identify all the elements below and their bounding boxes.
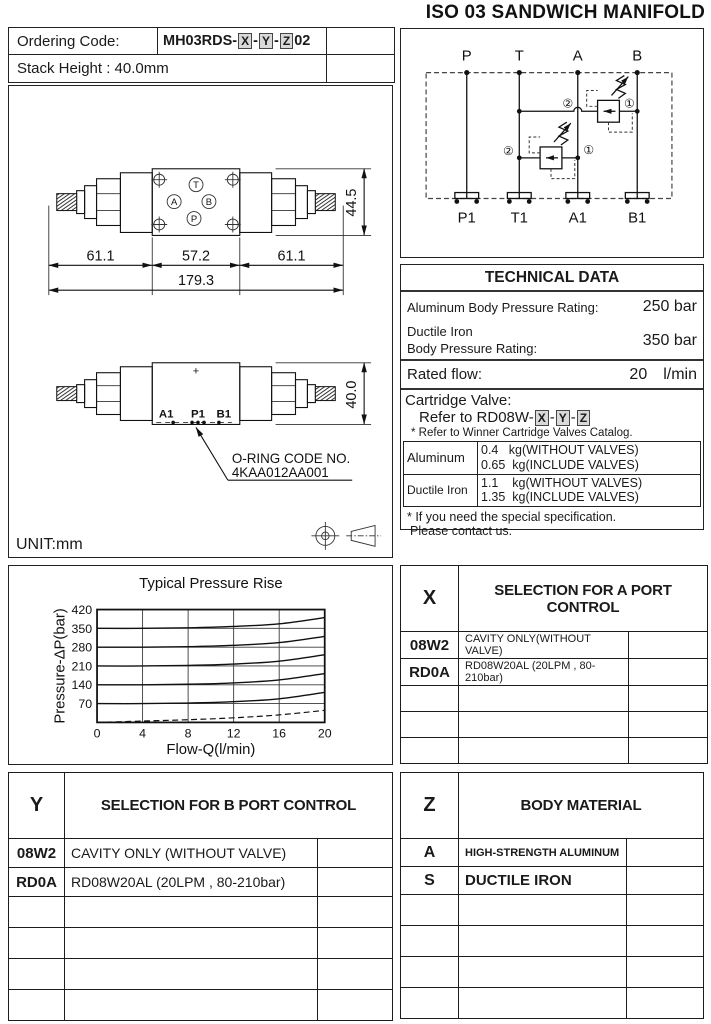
code-dash: -	[274, 33, 279, 49]
technical-data-box	[400, 264, 704, 539]
chart-series	[97, 710, 325, 722]
valve-b-mark-one: ①	[623, 96, 635, 111]
option-description	[459, 926, 627, 957]
port-p1-label: P1	[457, 210, 476, 227]
empty-cell	[318, 868, 393, 897]
dim-57: 57.2	[181, 248, 211, 265]
chart-ylabel: Pressure-ΔP(bar)	[52, 608, 69, 724]
empty-cell	[318, 990, 393, 1021]
option-code: S	[401, 867, 459, 895]
option-code	[401, 926, 459, 957]
weight-values: 0.4 kg(WITHOUT VALVES) 0.65 kg(INCLUDE VALVES)	[478, 442, 701, 475]
rated-flow-value: 20 l/min	[629, 365, 697, 383]
oring-note-line1: O-RING CODE NO.	[231, 451, 351, 467]
aluminum-weight-row	[404, 442, 701, 475]
y-tick-label: 350	[71, 621, 93, 636]
option-description	[459, 895, 627, 926]
chart-series	[97, 618, 325, 629]
empty-row	[9, 897, 393, 928]
front-view-drawing	[49, 169, 371, 295]
ordering-code-label: Ordering Code:	[17, 32, 120, 50]
option-code	[9, 928, 65, 959]
chart-series	[97, 692, 325, 703]
y-tick-label: 140	[71, 678, 93, 693]
port-t-label: T	[514, 48, 524, 65]
rated-flow-row	[401, 361, 703, 390]
dim-61-right: 61.1	[277, 248, 306, 265]
ordering-code-row	[9, 28, 394, 55]
port-b-label: B	[632, 48, 643, 65]
port-a1-label: A1	[568, 210, 587, 227]
empty-cell	[318, 897, 393, 928]
empty-row	[401, 712, 708, 738]
option-description	[459, 738, 629, 764]
table-row	[9, 839, 393, 868]
x-tick-label: 4	[139, 726, 147, 741]
option-description: HIGH-STRENGTH ALUMINUM	[459, 839, 627, 867]
unit-label: UNIT:mm	[16, 536, 83, 553]
port-a-label: A	[170, 197, 178, 209]
port-b1-label: B1	[628, 210, 647, 227]
option-description	[65, 897, 318, 928]
dim-61-left: 61.1	[86, 248, 115, 265]
empty-cell	[627, 839, 704, 867]
option-code: 08W2	[401, 632, 459, 659]
header-row	[401, 773, 704, 839]
empty-cell	[629, 659, 708, 686]
schematic-bottom-ports	[458, 210, 647, 226]
chart-title: Typical Pressure Rise	[139, 575, 283, 592]
port-t1-label: T1	[510, 210, 528, 227]
ductile-weight-row	[404, 474, 701, 507]
code-prefix: MH03RDS-	[163, 33, 238, 49]
empty-cell	[629, 686, 708, 712]
special-spec-note: * If you need the special specification. Please contact us.	[407, 510, 617, 539]
hydraulic-schematic	[401, 29, 701, 255]
option-description	[65, 990, 318, 1021]
option-description: CAVITY ONLY (WITHOUT VALVE)	[65, 839, 318, 868]
option-code	[9, 897, 65, 928]
page-title: ISO 03 SANDWICH MANIFOLD	[425, 2, 705, 23]
option-code: RD0A	[401, 659, 459, 686]
empty-cell	[326, 28, 394, 54]
option-description	[459, 988, 627, 1019]
stack-height-row	[9, 55, 394, 82]
port-p-label: P	[190, 214, 198, 226]
side-b1-label: B1	[216, 408, 232, 421]
pressure-rise-chart-box	[8, 565, 393, 765]
selection-b-port-table	[8, 772, 393, 1021]
option-description: CAVITY ONLY(WITHOUT VALVE)	[459, 632, 629, 659]
ductile-pressure-label: Ductile Iron Body Pressure Rating:	[407, 324, 538, 356]
empty-cell	[326, 55, 394, 82]
technical-data-title: TECHNICAL DATA	[401, 265, 703, 292]
cartridge-refer: Refer to RD08W- X - Y - Z	[405, 409, 699, 426]
code-letter: Z	[401, 773, 459, 839]
weight-values: 1.1 kg(WITHOUT VALVES) 1.35 kg(INCLUDE VALVES)	[478, 474, 701, 507]
empty-row	[401, 895, 704, 926]
empty-row	[9, 959, 393, 990]
option-description	[65, 928, 318, 959]
material-label: Aluminum	[404, 442, 478, 475]
chart-series	[97, 674, 325, 685]
table-title: SELECTION FOR B PORT CONTROL	[65, 773, 393, 839]
y-tick-label: 70	[78, 697, 93, 712]
x-tick-label: 16	[272, 726, 287, 741]
option-code	[9, 990, 65, 1021]
chart-series	[97, 655, 325, 666]
code-x-box: X	[238, 33, 252, 49]
x-tick-label: 12	[226, 726, 241, 741]
pressure-rise-chart	[9, 566, 390, 762]
empty-cell	[629, 738, 708, 764]
empty-cell	[318, 839, 393, 868]
aluminum-pressure-label: Aluminum Body Pressure Rating:	[407, 299, 599, 315]
header-row	[401, 566, 708, 632]
empty-cell	[629, 712, 708, 738]
x-tick-label: 8	[184, 726, 192, 741]
valve-a-mark-one: ①	[583, 142, 594, 157]
y-tick-label: 280	[71, 640, 93, 655]
table-row	[401, 839, 704, 867]
option-description	[459, 712, 629, 738]
option-code: 08W2	[9, 839, 65, 868]
rated-flow-label: Rated flow:	[407, 366, 483, 383]
header-row	[9, 773, 393, 839]
option-code	[401, 988, 459, 1019]
ordering-code-block	[8, 27, 395, 83]
cartridge-z-box: Z	[577, 410, 590, 426]
port-a-label: A	[572, 48, 583, 65]
selection-a-port-table	[400, 565, 708, 764]
option-description	[459, 686, 629, 712]
option-code	[401, 712, 459, 738]
option-code: RD0A	[9, 868, 65, 897]
option-code	[9, 959, 65, 990]
option-code	[401, 738, 459, 764]
y-tick-label: 420	[71, 603, 93, 618]
cartridge-title: Cartridge Valve:	[405, 392, 512, 409]
x-tick-label: 0	[93, 726, 101, 741]
empty-row	[401, 738, 708, 764]
code-suffix: 02	[294, 33, 311, 49]
code-z-box: Z	[280, 33, 293, 49]
empty-row	[9, 928, 393, 959]
code-dash: -	[253, 33, 258, 49]
port-t-label: T	[193, 180, 199, 192]
side-view-drawing	[57, 363, 371, 480]
empty-row	[401, 686, 708, 712]
dim-height-front: 44.5	[344, 188, 361, 217]
oring-note-line2: 4KAA012AA001	[231, 465, 329, 481]
cartridge-valve-section	[401, 390, 703, 439]
option-code	[401, 686, 459, 712]
technical-drawing	[9, 86, 390, 552]
empty-cell	[627, 895, 704, 926]
cartridge-y-box: Y	[556, 410, 570, 426]
weights-table	[403, 441, 701, 507]
plus-mark: +	[192, 365, 200, 378]
empty-row	[9, 990, 393, 1021]
stack-height-label: Stack Height : 40.0mm	[17, 60, 169, 77]
empty-cell	[627, 988, 704, 1019]
ductile-pressure-row	[401, 322, 703, 361]
manifold-envelope	[426, 73, 672, 199]
empty-cell	[627, 867, 704, 895]
third-angle-projection-icon	[311, 522, 381, 550]
port-b-label: B	[205, 197, 213, 209]
table-row	[9, 868, 393, 897]
x-tick-label: 20	[317, 726, 332, 741]
option-description	[65, 959, 318, 990]
empty-cell	[318, 959, 393, 990]
empty-row	[401, 988, 704, 1019]
aluminum-pressure-value: 250 bar	[642, 298, 697, 315]
valve-a-mark-two: ②	[503, 143, 514, 158]
code-letter: X	[401, 566, 459, 632]
hydraulic-schematic-box	[400, 28, 704, 258]
option-description: RD08W20AL (20LPM , 80-210bar)	[459, 659, 629, 686]
empty-cell	[318, 928, 393, 959]
table-row	[401, 659, 708, 686]
table-row	[401, 867, 704, 895]
technical-drawing-box	[8, 85, 393, 558]
port-p-label: P	[461, 48, 472, 65]
table-title: SELECTION FOR A PORT CONTROL	[459, 566, 708, 632]
option-description: RD08W20AL (20LPM , 80-210bar)	[65, 868, 318, 897]
dim-total: 179.3	[177, 273, 215, 290]
option-description	[459, 957, 627, 988]
empty-cell	[627, 926, 704, 957]
dim-height-side: 40.0	[344, 380, 361, 409]
ductile-pressure-value: 350 bar	[642, 331, 697, 349]
y-tick-label: 210	[71, 659, 93, 674]
relief-valve-a	[503, 122, 594, 179]
valve-b-mark-two: ②	[562, 96, 574, 111]
material-label: Ductile Iron	[404, 474, 478, 507]
side-a1-label: A1	[158, 408, 174, 421]
cartridge-note: * Refer to Winner Cartridge Valves Catalog.	[411, 427, 633, 439]
table-row	[401, 632, 708, 659]
side-p1-label: P1	[191, 408, 206, 421]
empty-cell	[629, 632, 708, 659]
empty-row	[401, 957, 704, 988]
cartridge-x-box: X	[535, 410, 549, 426]
option-code	[401, 895, 459, 926]
code-letter: Y	[9, 773, 65, 839]
option-code	[401, 957, 459, 988]
port-letters	[167, 178, 216, 226]
oring-note	[196, 427, 352, 480]
table-title: BODY MATERIAL	[459, 773, 704, 839]
chart-plot-area	[71, 603, 331, 740]
chart-xlabel: Flow-Q(l/min)	[166, 742, 256, 759]
empty-cell	[627, 957, 704, 988]
empty-row	[401, 926, 704, 957]
body-material-table	[400, 772, 704, 1019]
schematic-top-ports	[462, 49, 642, 65]
option-description: DUCTILE IRON	[459, 867, 627, 895]
chart-series	[97, 636, 325, 647]
code-y-box: Y	[259, 33, 273, 49]
ordering-code-value	[157, 28, 326, 54]
option-code: A	[401, 839, 459, 867]
aluminum-pressure-row	[401, 292, 703, 322]
front-view-dimensions	[49, 169, 371, 295]
